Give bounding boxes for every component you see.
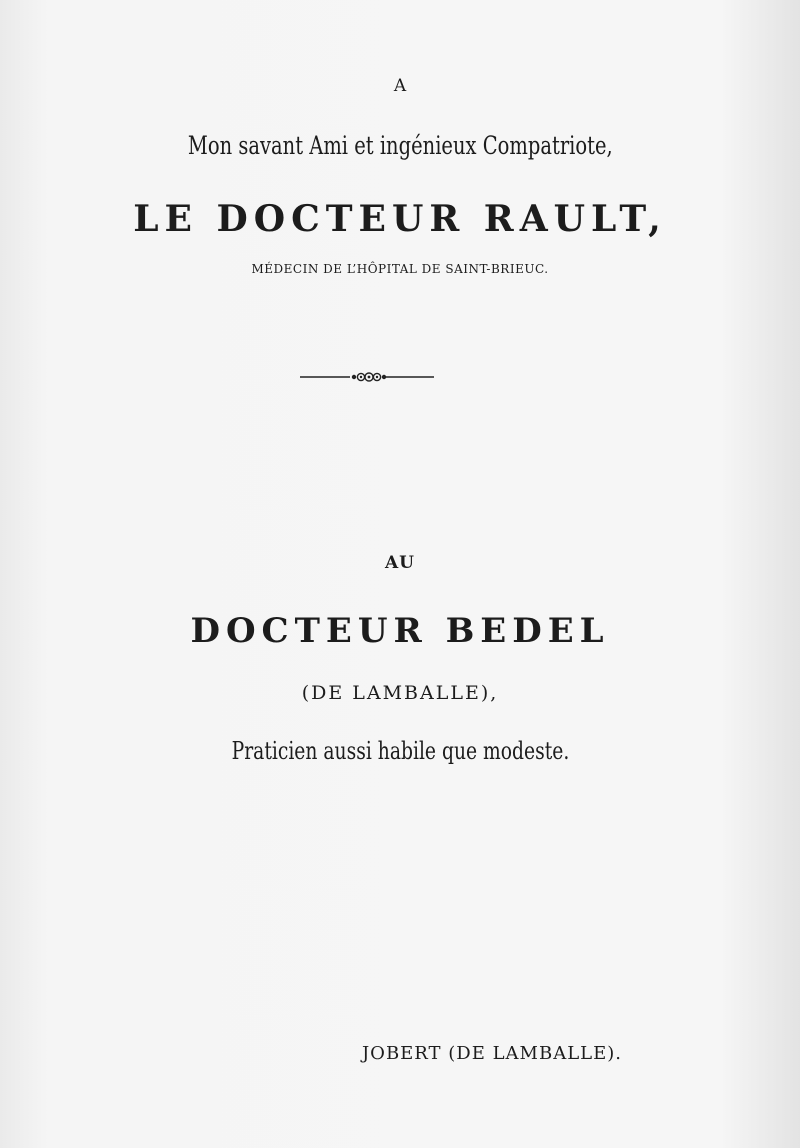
dedicatee-bedel-place	[0, 682, 800, 704]
dedicatee-bedel-text: DOCTEUR BEDEL	[190, 611, 610, 651]
fleuron-divider-icon	[300, 370, 434, 384]
dedication-line-1	[0, 131, 800, 160]
dedicatee-rault-title	[0, 262, 800, 276]
dedicatee-bedel-place-text: (DE LAMBALLE),	[301, 682, 499, 704]
dedication-au	[0, 553, 800, 573]
dedicatee-bedel	[0, 611, 800, 651]
dedicatee-rault-title-text: MÉDECIN DE L’HÔPITAL DE SAINT-BRIEUC.	[251, 262, 549, 276]
dedication-a-text: A	[393, 76, 407, 96]
dedication-line-2	[0, 737, 800, 765]
dedicatee-rault-text: LE DOCTEUR RAULT,	[133, 198, 667, 240]
dedication-line-1-text: Mon savant Ami et ingénieux Compatriote,	[187, 131, 613, 160]
author-signature: JOBERT (DE LAMBALLE).	[361, 1043, 622, 1064]
dedication-line-2-text: Praticien aussi habile que modeste.	[231, 737, 569, 765]
dedication-au-text: AU	[384, 553, 415, 573]
dedicatee-rault	[0, 198, 800, 240]
dedication-a	[0, 76, 800, 96]
